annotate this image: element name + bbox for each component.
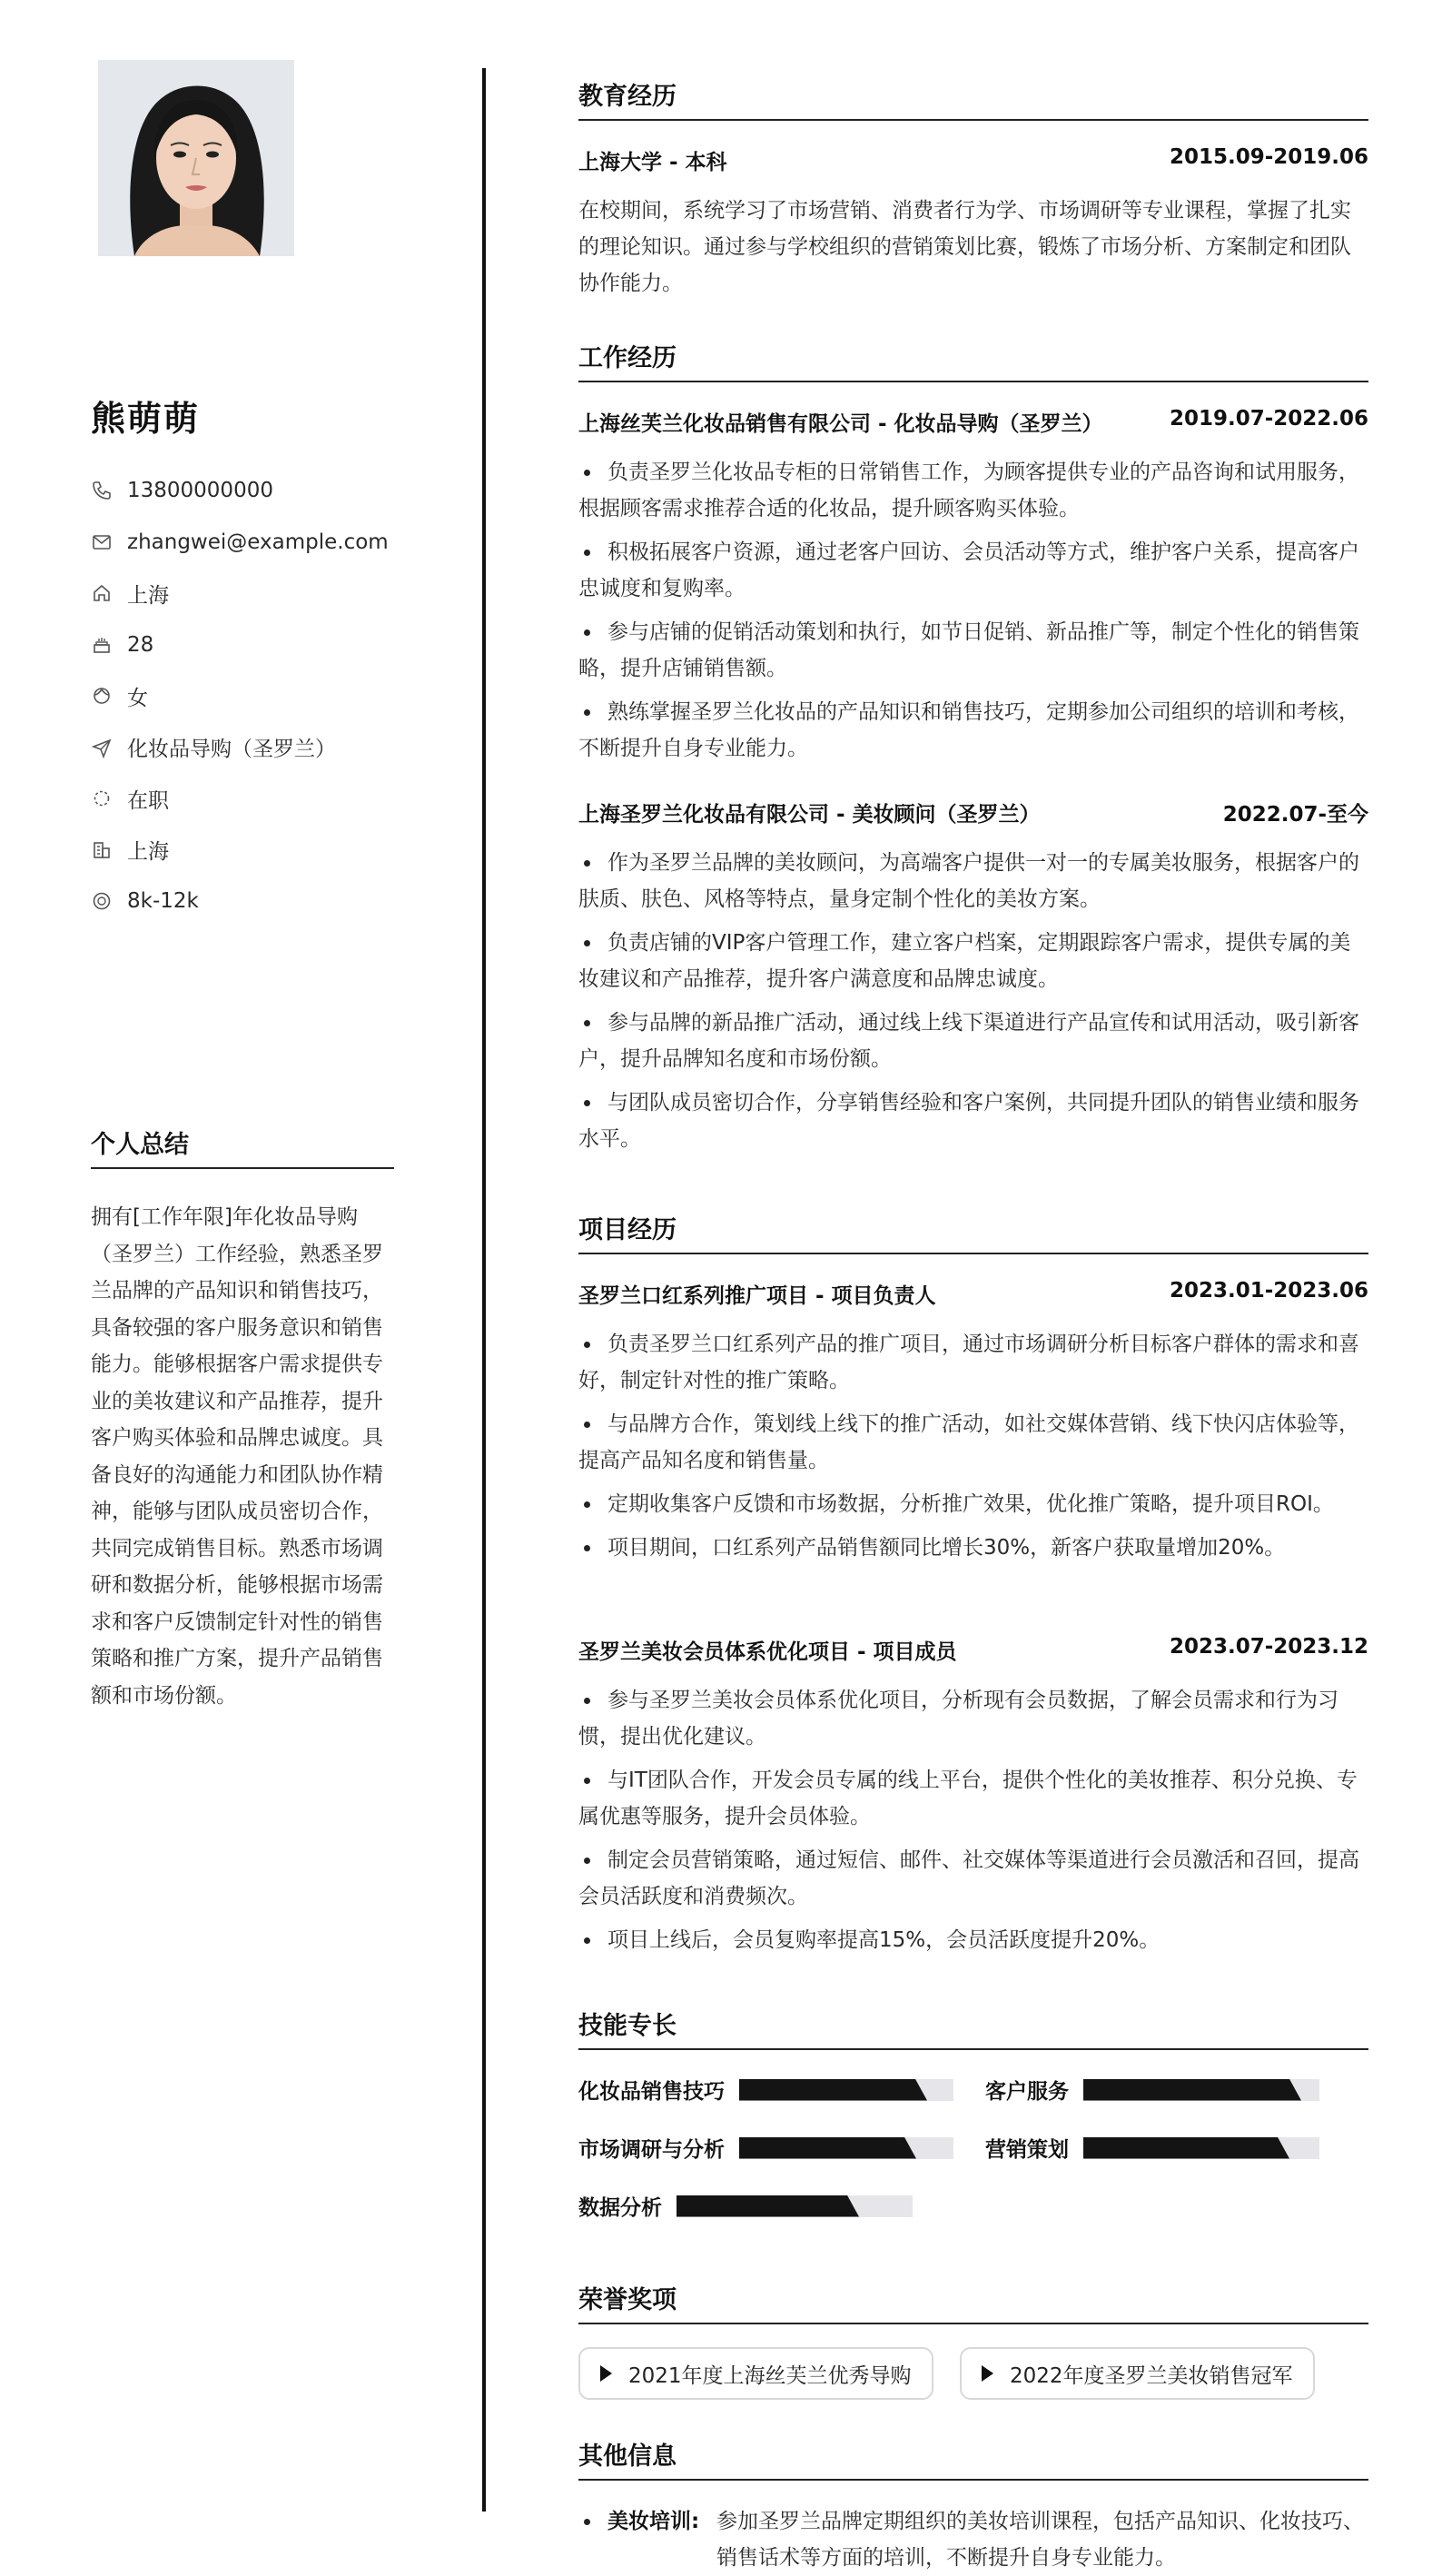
- contact-text: 13800000000: [127, 479, 273, 503]
- education-date: 2015.09-2019.06: [1169, 145, 1368, 169]
- skill-bar-tip: [896, 2137, 916, 2159]
- bullet-item: 项目期间，口红系列产品销售额同比增长30%，新客户获取量增加20%。: [578, 1530, 1368, 1566]
- project-bullets: [578, 1326, 1368, 1573]
- awards-title: 荣誉奖项: [578, 2280, 1368, 2324]
- job-bullets: [578, 454, 1368, 774]
- award-badge: [578, 2347, 933, 2400]
- phone-icon: [91, 480, 113, 501]
- skill-bar-fill: [677, 2195, 841, 2217]
- skill-name: 市场调研与分析: [578, 2138, 725, 2162]
- contact-text: 8k-12k: [127, 889, 199, 914]
- skill-bar-fill: [1083, 2137, 1271, 2159]
- project-head: [578, 1635, 1368, 1665]
- skill-item: [578, 2133, 953, 2163]
- award-text: 2022年度圣罗兰美妆销售冠军: [1010, 2363, 1293, 2388]
- work-title: 工作经历: [578, 338, 1368, 382]
- bullet-item: 参与店铺的促销活动策划和执行，如节日促销、新品推广等，制定个性化的销售策略，提升店铺销售额。: [578, 614, 1368, 687]
- skill-item: [985, 2075, 1319, 2105]
- skill-bar-tip: [1269, 2137, 1289, 2159]
- job-title: 上海丝芙兰化妆品销售有限公司 - 化妆品导购（圣罗兰）: [578, 412, 1103, 436]
- skill-name: 营销策划: [985, 2138, 1069, 2162]
- contact-email: [91, 517, 394, 569]
- bullet-dot: [584, 2519, 590, 2525]
- education-title: 教育经历: [578, 76, 1368, 121]
- home-icon: [91, 582, 113, 604]
- job-head: [578, 798, 1368, 827]
- skill-item: [578, 2191, 913, 2221]
- job-title: 上海圣罗兰化妆品有限公司 - 美妆顾问（圣罗兰）: [578, 803, 1041, 827]
- bullet-item: 积极拓展客户资源，通过老客户回访、会员活动等方式，维护客户关系，提高客户忠诚度和复购率。: [578, 534, 1368, 607]
- building-icon: [91, 839, 113, 861]
- play-triangle-icon: [982, 2365, 993, 2382]
- projects-title: 项目经历: [578, 1210, 1368, 1254]
- contact-list: [91, 465, 394, 927]
- skill-bar-fill: [739, 2137, 898, 2159]
- job-head: [578, 407, 1368, 437]
- skill-name: 化妆品销售技巧: [578, 2080, 725, 2104]
- skill-item: [985, 2133, 1319, 2163]
- project-date: 2023.07-2023.12: [1169, 1635, 1368, 1659]
- contact-text: 化妆品导购（圣罗兰）: [127, 738, 336, 762]
- project-title: 圣罗兰口红系列推广项目 - 项目负责人: [578, 1284, 936, 1308]
- contact-text: 上海: [127, 840, 169, 865]
- play-triangle-icon: [600, 2365, 612, 2382]
- education-entry-head: [578, 145, 1368, 175]
- project-head: [578, 1279, 1368, 1309]
- contact-age: [91, 619, 394, 671]
- contact-position: [91, 722, 394, 774]
- award-text: 2021年度上海丝芙兰优秀导购: [628, 2363, 912, 2388]
- skill-bar-fill: [739, 2079, 909, 2101]
- other-text: 参加圣罗兰品牌定期组织的美妆培训课程，包括产品知识、化妆技巧、销售话术等方面的培训，不断提升自身专业能力。: [716, 2510, 1364, 2570]
- candidate-name: 熊萌萌: [91, 399, 201, 439]
- skill-bar: [677, 2195, 913, 2217]
- skill-bar-tip: [1281, 2079, 1301, 2101]
- gender-icon: [91, 685, 113, 707]
- send-icon: [91, 737, 113, 758]
- contact-text: 女: [127, 686, 148, 710]
- job-bullets: [578, 845, 1368, 1164]
- contact-status: [91, 773, 394, 825]
- other-label: 美妆培训:: [607, 2510, 700, 2533]
- other-item: [578, 2503, 1368, 2570]
- contact-city: [91, 568, 394, 619]
- skill-bar: [1083, 2079, 1319, 2101]
- contact-phone: [91, 465, 394, 517]
- avatar: [98, 60, 294, 256]
- bullet-item: 参与品牌的新品推广活动，通过线上线下渠道进行产品宣传和试用活动，吸引新客户，提升品牌知名度和市场份额。: [578, 1005, 1368, 1077]
- education-desc: 在校期间，系统学习了市场营销、消费者行为学、市场调研等专业课程，掌握了扎实的理论知识。通过参与学校组织的营销策划比赛，锻炼了市场分析、方案制定和团队协作能力。: [578, 199, 1351, 295]
- job-date: 2022.07-至今: [1222, 803, 1368, 827]
- job-date: 2019.07-2022.06: [1169, 407, 1368, 431]
- bullet-item: 负责圣罗兰化妆品专柜的日常销售工作，为顾客提供专业的产品咨询和试用服务，根据顾客需求推荐合适的化妆品，提升顾客购买体验。: [578, 454, 1368, 527]
- column-divider: [482, 68, 486, 2512]
- school-name: 上海大学 - 本科: [578, 151, 727, 174]
- skill-bar-tip: [907, 2079, 927, 2101]
- contact-salary: [91, 876, 394, 927]
- bullet-item: 负责圣罗兰口红系列产品的推广项目，通过市场调研分析目标客户群体的需求和喜好，制定针对性的推广策略。: [578, 1326, 1368, 1399]
- skill-bar: [739, 2079, 953, 2101]
- bullet-item: 负责店铺的VIP客户管理工作，建立客户档案，定期跟踪客户需求，提供专属的美妆建议和产品推荐，提升客户满意度和品牌忠诚度。: [578, 925, 1368, 997]
- bullet-item: 熟练掌握圣罗兰化妆品的产品知识和销售技巧，定期参加公司组织的培训和考核，不断提升自身专业能力。: [578, 694, 1368, 767]
- skill-item: [578, 2075, 953, 2105]
- project-title: 圣罗兰美妆会员体系优化项目 - 项目成员: [578, 1640, 957, 1664]
- bullet-item: 与品牌方合作，策划线上线下的推广活动，如社交媒体营销、线下快闪店体验等，提高产品知名度和销售量。: [578, 1406, 1368, 1479]
- skill-bar: [739, 2137, 953, 2159]
- salary-icon: [91, 890, 113, 912]
- project-date: 2023.01-2023.06: [1169, 1279, 1368, 1303]
- skill-bar-fill: [1083, 2079, 1283, 2101]
- contact-text: 上海: [127, 583, 169, 608]
- contact-text: 在职: [127, 788, 169, 813]
- bullet-item: 项目上线后，会员复购率提高15%，会员活跃度提升20%。: [578, 1922, 1368, 1958]
- skill-name: 客户服务: [985, 2080, 1069, 2104]
- contact-gender: [91, 670, 394, 722]
- skill-bar-tip: [839, 2195, 859, 2217]
- bullet-item: 与IT团队合作，开发会员专属的线上平台，提供个性化的美妆推荐、积分兑换、专属优惠等服务，提升会员体验。: [578, 1762, 1368, 1835]
- skill-bar: [1083, 2137, 1319, 2159]
- summary-title: 个人总结: [91, 1125, 394, 1169]
- award-badge: [960, 2347, 1315, 2400]
- bullet-item: 参与圣罗兰美妆会员体系优化项目，分析现有会员数据，了解会员需求和行为习惯，提出优化建议。: [578, 1682, 1368, 1755]
- bullet-item: 与团队成员密切合作，分享销售经验和客户案例，共同提升团队的销售业绩和服务水平。: [578, 1085, 1368, 1157]
- status-icon: [91, 788, 113, 809]
- project-bullets: [578, 1682, 1368, 1966]
- bullet-item: 作为圣罗兰品牌的美妆顾问，为高端客户提供一对一的专属美妆服务，根据客户的肤质、肤色、风格等特点，量身定制个性化的美妆方案。: [578, 845, 1368, 917]
- summary-text: 拥有[工作年限]年化妆品导购（圣罗兰）工作经验，熟悉圣罗兰品牌的产品知识和销售技巧，具备较强的客户服务意识和销售能力。能够根据客户需求提供专业的美妆建议和产品推荐，提升客户购买体验和品牌忠诚度。具备良好的沟通能力和团队协作精神，能够与团队成员密切合作，共同完成销售目标。熟悉市场调研和数据分析，能够根据市场需求和客户反馈制定针对性的销售策略和推广方案，提升产品销售额和市场份额。: [91, 1205, 383, 1708]
- bullet-item: 制定会员营销策略，通过短信、邮件、社交媒体等渠道进行会员激活和召回，提高会员活跃度和消费频次。: [578, 1842, 1368, 1915]
- contact-text: 28: [127, 632, 154, 657]
- contact-text: zhangwei@example.com: [127, 530, 389, 554]
- other-title: 其他信息: [578, 2436, 1368, 2481]
- mail-icon: [91, 531, 113, 553]
- bullet-item: 定期收集客户反馈和市场数据，分析推广效果，优化推广策略，提升项目ROI。: [578, 1486, 1368, 1522]
- skills-title: 技能专长: [578, 2006, 1368, 2050]
- skill-name: 数据分析: [578, 2196, 662, 2220]
- cake-icon: [91, 634, 113, 656]
- contact-work-city: [91, 825, 394, 877]
